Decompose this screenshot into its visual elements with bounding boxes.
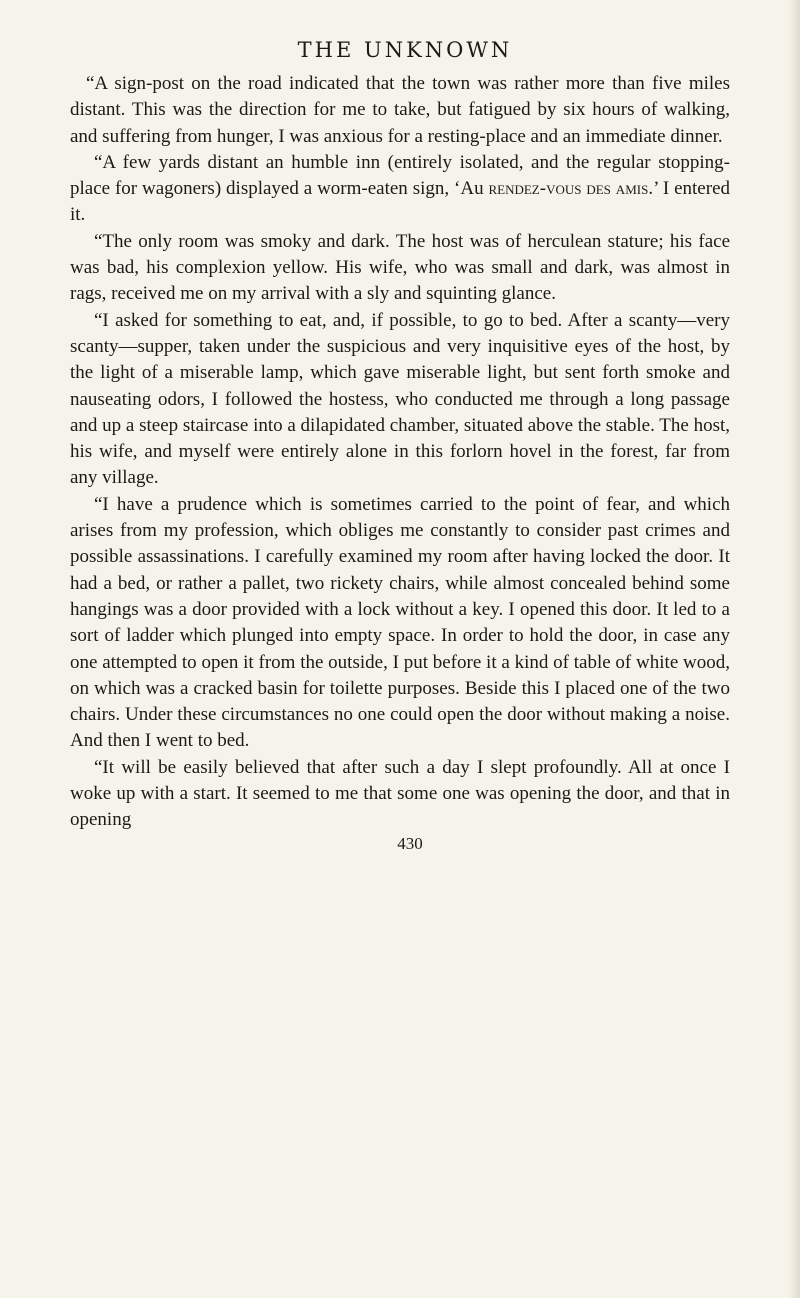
- inn-text-before: “A few yards distant an humble inn (entirely isolated, and the regular stopping-place for wagoners) displayed a worm-eaten sign, ‘Au: [70, 151, 730, 200]
- body-text: [70, 71, 730, 834]
- inn-sign-name: rendez-vous des amis: [488, 178, 649, 200]
- page-number: 430: [397, 833, 423, 853]
- running-header: THE UNKNOWN: [297, 38, 513, 62]
- paragraph-only-room: “The only room was smoky and dark. The host was of herculean stature; his face was bad, his complexion yellow. His wife, who was small and dark, was almost in rags, received me on my arrival with a sly and squinting glance.: [70, 230, 730, 305]
- paragraph-prudence: “I have a prudence which is sometimes carried to the point of fear, and which arises from my profession, which obliges me constantly to consider past crimes and possible assassinations. I carefully examined my room after having locked the door. It had a bed, or rather a pallet, two rickety chairs, while almost concealed behind some hangings was a door provided with a lock without a key. I opened this door. It led to a sort of ladder which plunged into empty space. In order to hold the door, in case any one attempted to open it from the outside, I put before it a kind of table of white wood, on which was a cracked basin for toilette purposes. Beside this I placed one of the two chairs. Under these circumstances no one could open the door without making a noise. And then I went to bed.: [70, 493, 730, 752]
- paragraph-inn: [70, 150, 730, 229]
- page-edge-shadow: [788, 0, 800, 1298]
- paragraph-supper: “I asked for something to eat, and, if possible, to go to bed. After a scanty—very scanty—supper, taken under the suspicious and very inquisitive eyes of the host, by the light of a miserable lamp, which gave miserable light, but sent forth smoke and nauseating odors, I followed the hostess, who conducted me through a long passage and up a steep staircase into a dilapidated chamber, situated above the stable. The host, his wife, and myself were entirely alone in this forlorn hovel in the forest, far from any village.: [70, 309, 730, 489]
- inn-text-after: .’ I entered it.: [70, 178, 730, 226]
- paragraph-sign-post: “A sign-post on the road indicated that the town was rather more than five miles distant. This was the direction for me to take, but fatigued by six hours of walking, and suffering from hunger, I was anxious for a resting-place and an immediate dinner.: [70, 73, 730, 147]
- paragraph-slept: “It will be easily believed that after such a day I slept profoundly. All at once I woke up with a start. It seemed to me that some one was opening the door, and that in opening: [70, 756, 730, 831]
